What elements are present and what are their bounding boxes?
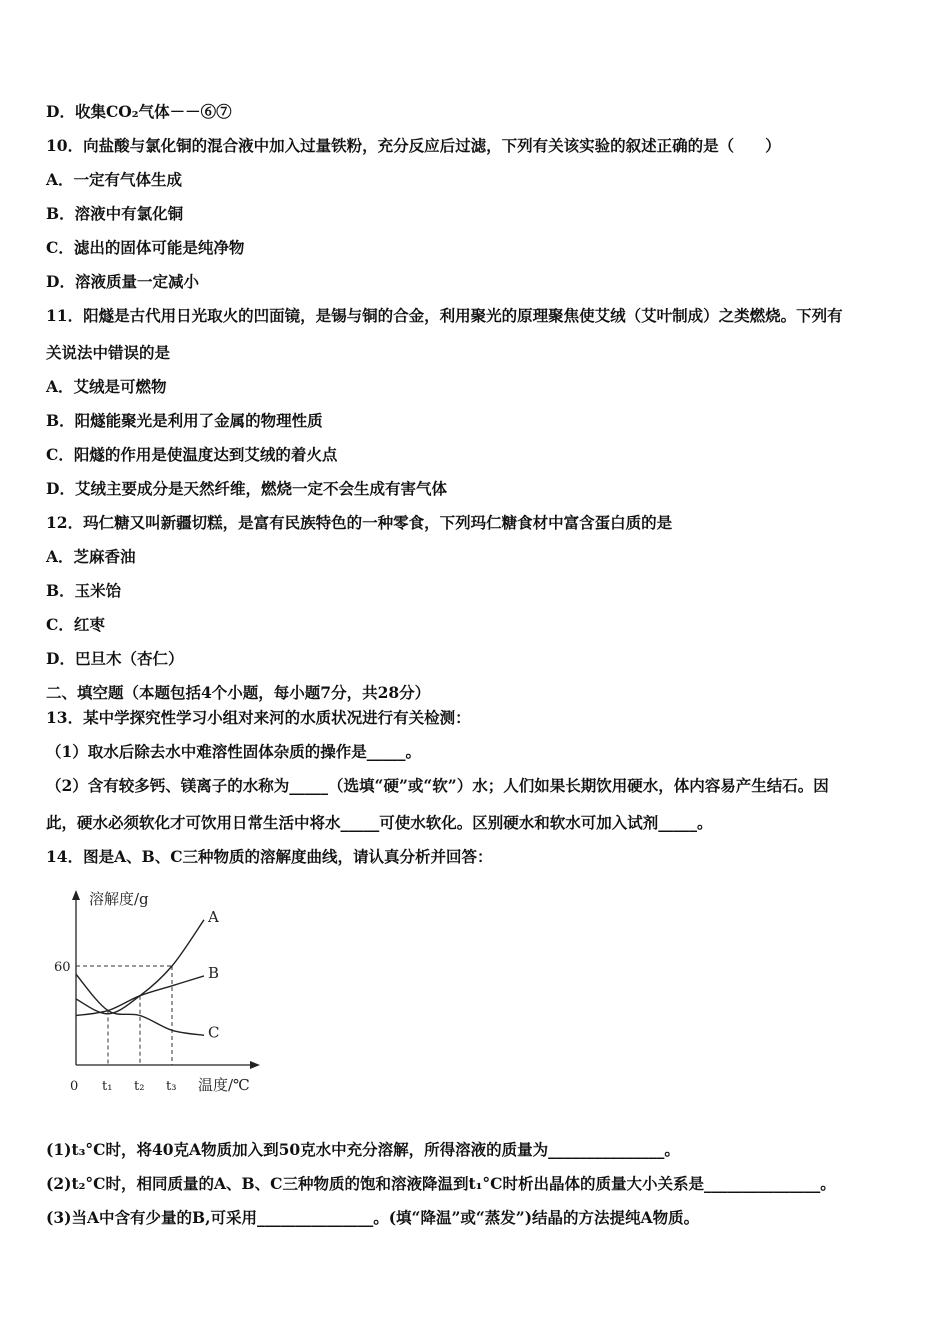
solubility-chart bbox=[46, 882, 276, 1097]
q13-part1: （1）取水后除去水中难溶性固体杂质的操作是_____。 bbox=[46, 742, 422, 761]
x-axis-label: 温度/℃ bbox=[198, 1076, 250, 1094]
x-tick-label: t₃ bbox=[166, 1079, 177, 1094]
q13-part2-line1: （2）含有较多钙、镁离子的水称为_____（选填“硬”或“软”）水；人们如果长期饮用硬水，体内容易产生结石。因 bbox=[46, 776, 829, 795]
x-axis-arrow bbox=[250, 1061, 260, 1069]
q12-stem: 12．玛仁糖又叫新疆切糕，是富有民族特色的一种零食，下列玛仁糖食材中富含蛋白质的是 bbox=[46, 513, 673, 532]
q12-option-d: D．巴旦木（杏仁） bbox=[46, 649, 184, 668]
q10-option-d: D．溶液质量一定减小 bbox=[46, 272, 199, 291]
q13-stem: 13．某中学探究性学习小组对来河的水质状况进行有关检测： bbox=[46, 708, 471, 727]
q12-option-a: A．芝麻香油 bbox=[46, 547, 136, 566]
q12-option-b: B．玉米饴 bbox=[46, 581, 122, 600]
series-label-b: B bbox=[208, 963, 220, 982]
y-axis-label: 溶解度/g bbox=[89, 890, 149, 908]
q12-option-c: C．红枣 bbox=[46, 615, 105, 634]
q11-option-b: B．阳燧能聚光是利用了金属的物理性质 bbox=[46, 411, 323, 430]
q11-option-d: D．艾绒主要成分是天然纤维，燃烧一定不会生成有害气体 bbox=[46, 479, 447, 498]
q14-part1: (1)t₃°C时，将40克A物质加入到50克水中充分溶解，所得溶液的质量为_______________。 bbox=[46, 1140, 680, 1159]
x-tick-label: t₁ bbox=[102, 1079, 113, 1094]
q9-option-d: D．收集CO₂气体－－⑥⑦ bbox=[46, 102, 232, 121]
x-tick-label: t₂ bbox=[134, 1079, 145, 1094]
q14-part3: (3)当A中含有少量的B,可采用_______________。(填“降温”或“蒸发”)结晶的方法提纯A物质。 bbox=[46, 1208, 700, 1227]
q11-option-c: C．阳燧的作用是使温度达到艾绒的着火点 bbox=[46, 445, 338, 464]
series-curve-a bbox=[76, 920, 204, 1014]
q10-option-c: C．滤出的固体可能是纯净物 bbox=[46, 238, 245, 257]
q11-stem-line2: 关说法中错误的是 bbox=[46, 343, 171, 362]
origin-label: 0 bbox=[70, 1079, 79, 1094]
section-2-heading: 二、填空题（本题包括4个小题，每小题7分，共28分） bbox=[46, 683, 431, 702]
y-tick-label: 60 bbox=[54, 960, 71, 975]
q10-stem: 10．向盐酸与氯化铜的混合液中加入过量铁粉，充分反应后过滤，下列有关该实验的叙述正确的是（ ） bbox=[46, 136, 781, 155]
q14-stem: 14．图是A、B、C三种物质的溶解度曲线，请认真分析并回答： bbox=[46, 847, 493, 866]
q10-option-b: B．溶液中有氯化铜 bbox=[46, 204, 184, 223]
q13-part2-line2: 此，硬水必须软化才可饮用日常生活中将水_____可使水软化。区别硬水和软水可加入试剂_____。 bbox=[46, 813, 713, 832]
q10-option-a: A．一定有气体生成 bbox=[46, 170, 183, 189]
q11-option-a: A．艾绒是可燃物 bbox=[46, 377, 167, 396]
q11-stem-line1: 11．阳燧是古代用日光取火的凹面镜，是锡与铜的合金，利用聚光的原理聚焦使艾绒（艾叶制成）之类燃烧。下列有 bbox=[46, 306, 843, 325]
y-axis-arrow bbox=[72, 890, 80, 900]
q14-part2: (2)t₂°C时，相同质量的A、B、C三种物质的饱和溶液降温到t₁°C时析出晶体的质量大小关系是_______________。 bbox=[46, 1174, 836, 1193]
series-label-c: C bbox=[208, 1023, 220, 1042]
series-label-a: A bbox=[208, 907, 219, 926]
